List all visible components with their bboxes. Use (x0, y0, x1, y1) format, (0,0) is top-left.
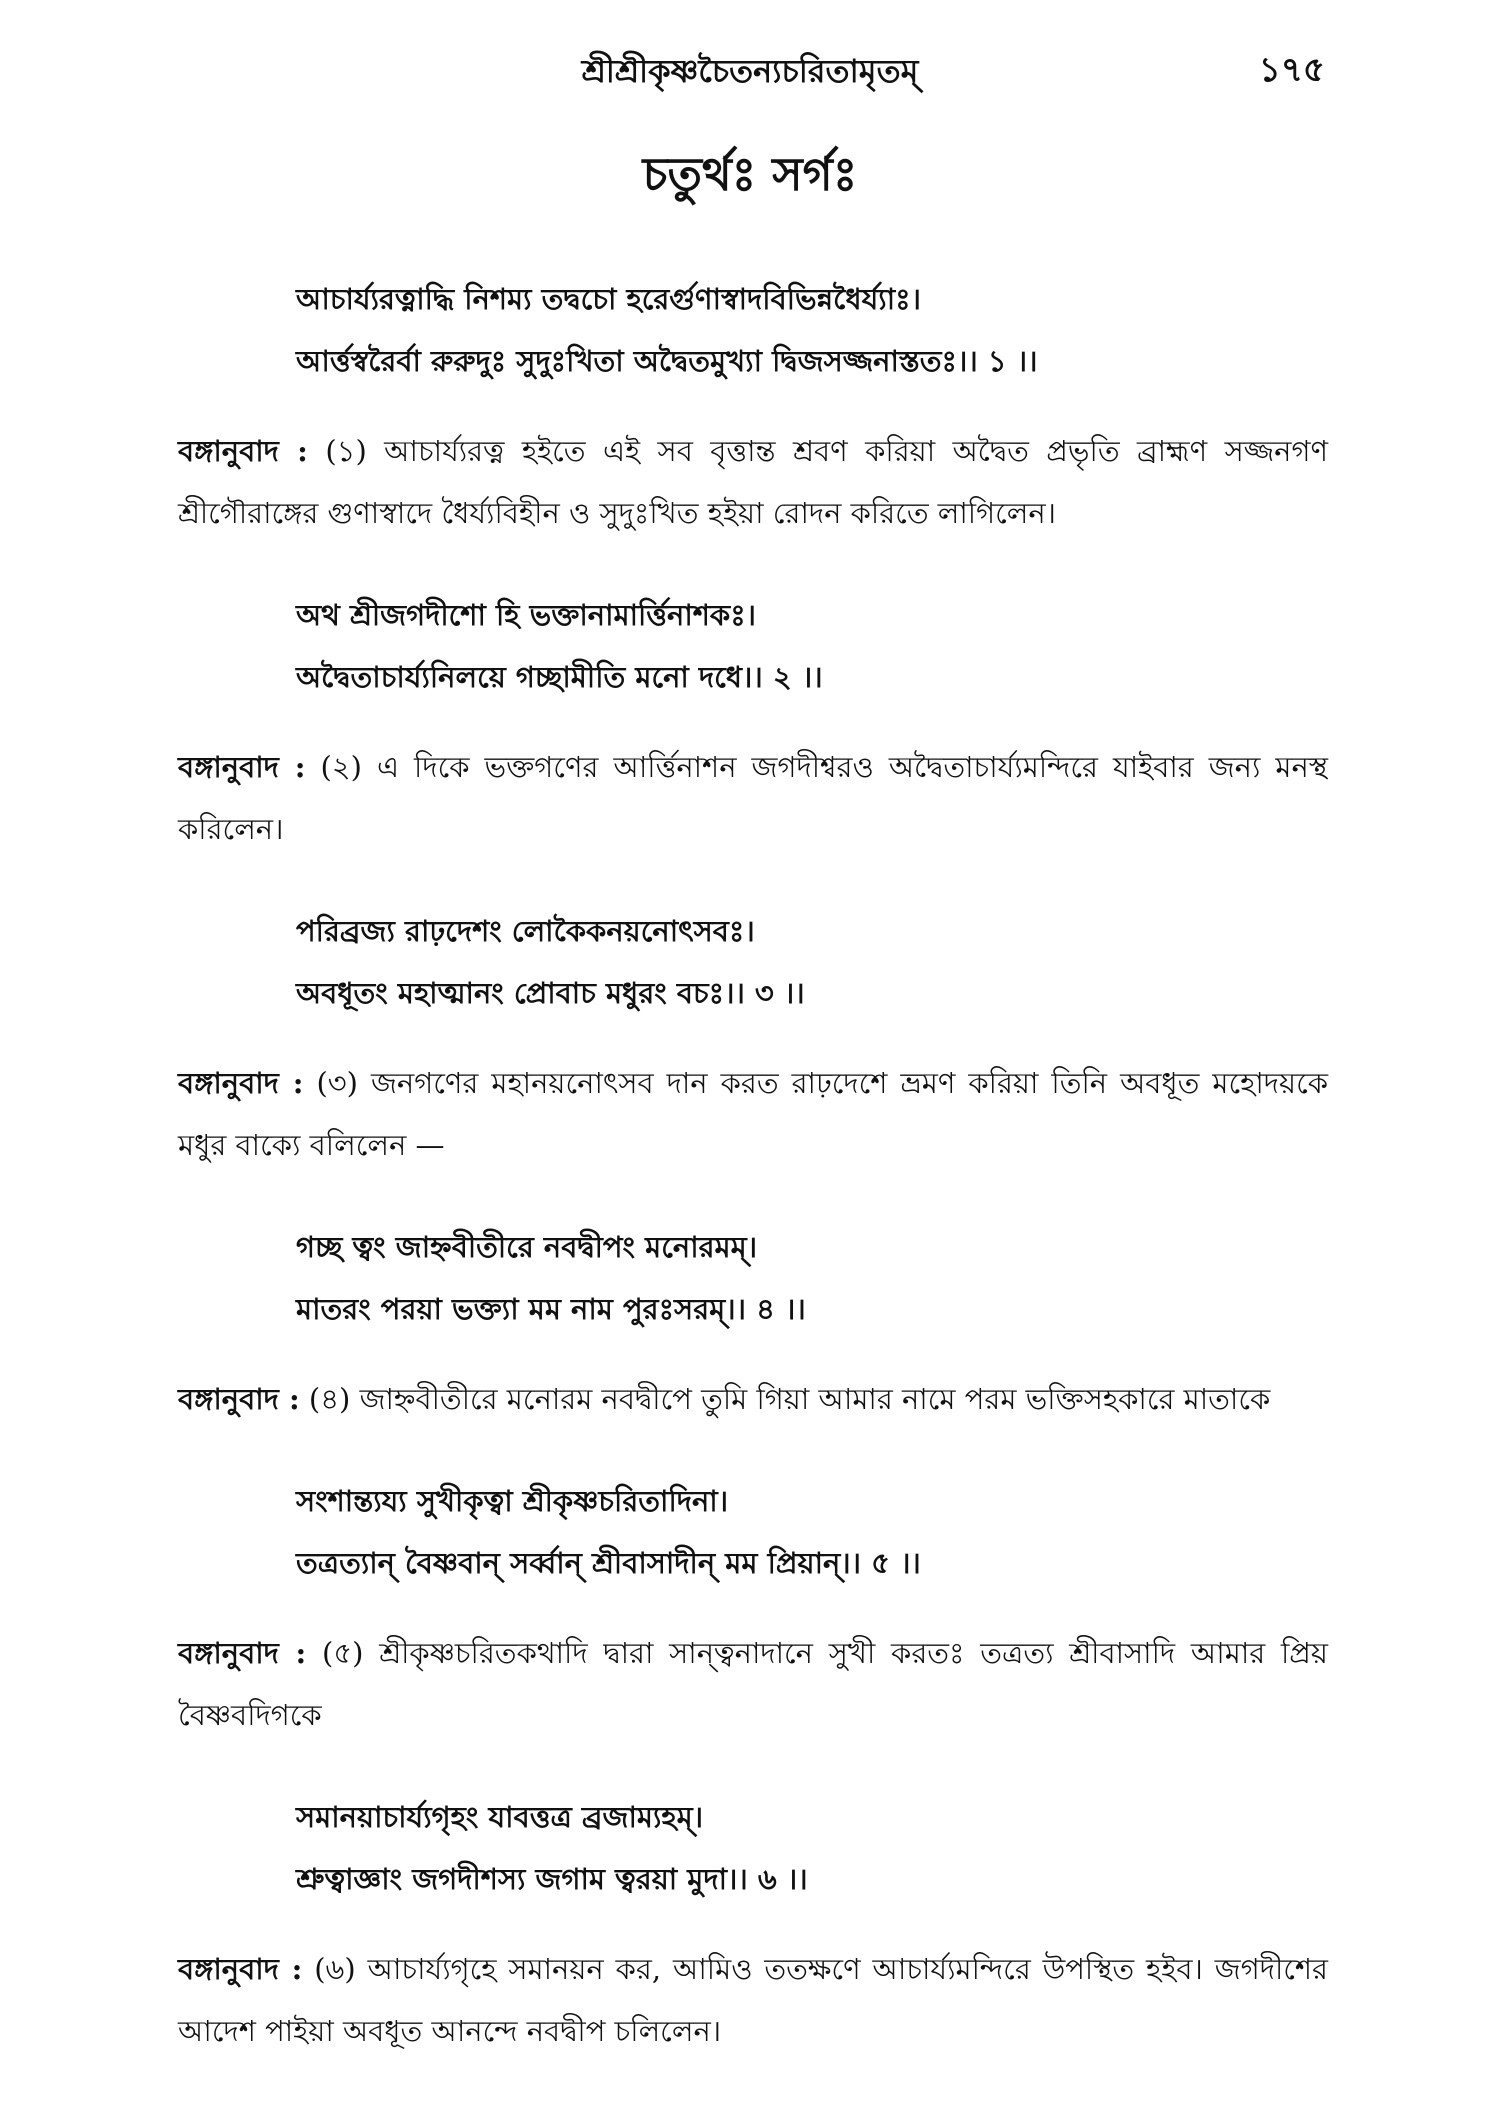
translation-text: (৬) আচার্য্যগৃহে সমানয়ন কর, আমিও ততক্ষণে আচার্য্যমন্দিরে উপস্থিত হইব। জগদীশের আদেশ পাইয়া অবধূত আনন্দে নবদ্বীপ চলিলেন। (178, 1952, 1329, 2048)
verse-line: সংশান্ত্যয্য সুখীকৃত্বা শ্রীকৃষ্ণচরিতাদিনা। (296, 1484, 729, 1518)
verse-line: অবধূতং মহাত্মানং প্রোবাচ মধুরং বচঃ।। ৩ ।। (296, 976, 805, 1010)
translation-paragraph-2 (178, 736, 1328, 860)
translation-paragraph-4 (178, 1368, 1328, 1430)
translation-paragraph-6 (178, 1938, 1328, 2062)
translation-text: (৪) জাহ্নবীতীরে মনোরম নবদ্বীপে তুমি গিয়া আমার নামে পরম ভক্তিসহকারে মাতাকে (308, 1382, 1271, 1416)
translation-label: বঙ্গানুবাদ : (178, 750, 306, 784)
sanskrit-verse-1 (178, 268, 1328, 392)
sanskrit-verse-5 (178, 1470, 1328, 1594)
verse-line: শ্রুত্বাজ্ঞাং জগদীশস্য জগাম ত্বরয়া মুদা।। ৬ ।। (296, 1862, 808, 1896)
translation-label: বঙ্গানুবাদ : (178, 1952, 303, 1986)
translation-text: (২) এ দিকে ভক্তগণের আর্ত্তিনাশন জগদীশ্বরও অদ্বৈতাচার্য্যমন্দিরে যাইবার জন্য মনস্থ করিলেন। (178, 750, 1328, 846)
verse-line: মাতরং পরয়া ভক্ত্যা মম নাম পুরঃসরম্।। ৪ ।। (296, 1292, 806, 1326)
verse-line: পরিব্রজ্য রাঢ়দেশং লোকৈকনয়নোৎসবঃ। (296, 914, 755, 948)
translation-label: বঙ্গানুবাদ : (178, 434, 308, 468)
sanskrit-verse-3 (178, 900, 1328, 1024)
sanskrit-verse-6 (178, 1786, 1328, 1910)
verse-line: তত্রত্যান্ বৈষ্ণবান্ সর্ব্বান্ শ্রীবাসাদীন্ মম প্রিয়ান্।। ৫ ।। (296, 1546, 921, 1580)
running-title: শ্রীশ্রীকৃষ্ণচৈতন্যচরিতামৃতম্ (581, 52, 919, 90)
chapter-title: চতুর্থঃ সর্গঃ (642, 147, 858, 201)
running-head (0, 38, 1500, 98)
translation-paragraph-1 (178, 420, 1328, 544)
page-body (178, 268, 1328, 2102)
translation-text: (৩) জনগণের মহানয়নোৎসব দান করত রাঢ়দেশে ভ্রমণ করিয়া তিনি অবধূত মহোদয়কে মধুর বাক্যে বলিলেন — (178, 1066, 1329, 1162)
verse-line: গচ্ছ ত্বং জাহ্নবীতীরে নবদ্বীপং মনোরমম্। (296, 1230, 758, 1264)
verse-line: অদ্বৈতাচার্য্যনিলয়ে গচ্ছামীতি মনো দধে।। ২ ।। (296, 660, 823, 694)
verse-line: আর্ত্তস্বরৈর্বা রুরুদুঃ সুদুঃখিতা অদ্বৈতমুখ্যা দ্বিজসজ্জনাস্ততঃ।। ১ ।। (296, 344, 1038, 378)
verse-line: অথ শ্রীজগদীশো হি ভক্তানামার্ত্তিনাশকঃ। (296, 598, 757, 632)
translation-paragraph-5 (178, 1622, 1328, 1746)
verse-line: আচার্য্যরত্নাদ্ধি নিশম্য তদ্বচো হরের্গুণাস্বাদবিভিন্নধৈর্য্যাঃ। (296, 282, 921, 316)
sanskrit-verse-4 (178, 1216, 1328, 1340)
translation-label: বঙ্গানুবাদ : (178, 1066, 304, 1100)
translation-text: (৫) শ্রীকৃষ্ণচরিতকথাদি দ্বারা সান্ত্বনাদানে সুখী করতঃ তত্রত্য শ্রীবাসাদি আমার প্রিয় বৈষ্ণবদিগকে (178, 1636, 1328, 1732)
translation-text: (১) আচার্য্যরত্ন হইতে এই সব বৃত্তান্ত শ্রবণ করিয়া অদ্বৈত প্রভৃতি ব্রাহ্মণ সজ্জনগণ শ্রীগৌরাঙ্গের গুণাস্বাদে ধৈর্য্যবিহীন ও সুদুঃখিত হইয়া রোদন করিতে লাগিলেন। (178, 434, 1329, 530)
translation-label: বঙ্গানুবাদ : (178, 1382, 300, 1416)
page-number: ১৭৫ (1258, 50, 1325, 90)
translation-label: বঙ্গানুবাদ : (178, 1636, 307, 1670)
sanskrit-verse-2 (178, 584, 1328, 708)
translation-paragraph-3 (178, 1052, 1328, 1176)
verse-line: সমানয়াচার্য্যগৃহং যাবত্তত্র ব্রজাম্যহম্। (296, 1800, 704, 1834)
